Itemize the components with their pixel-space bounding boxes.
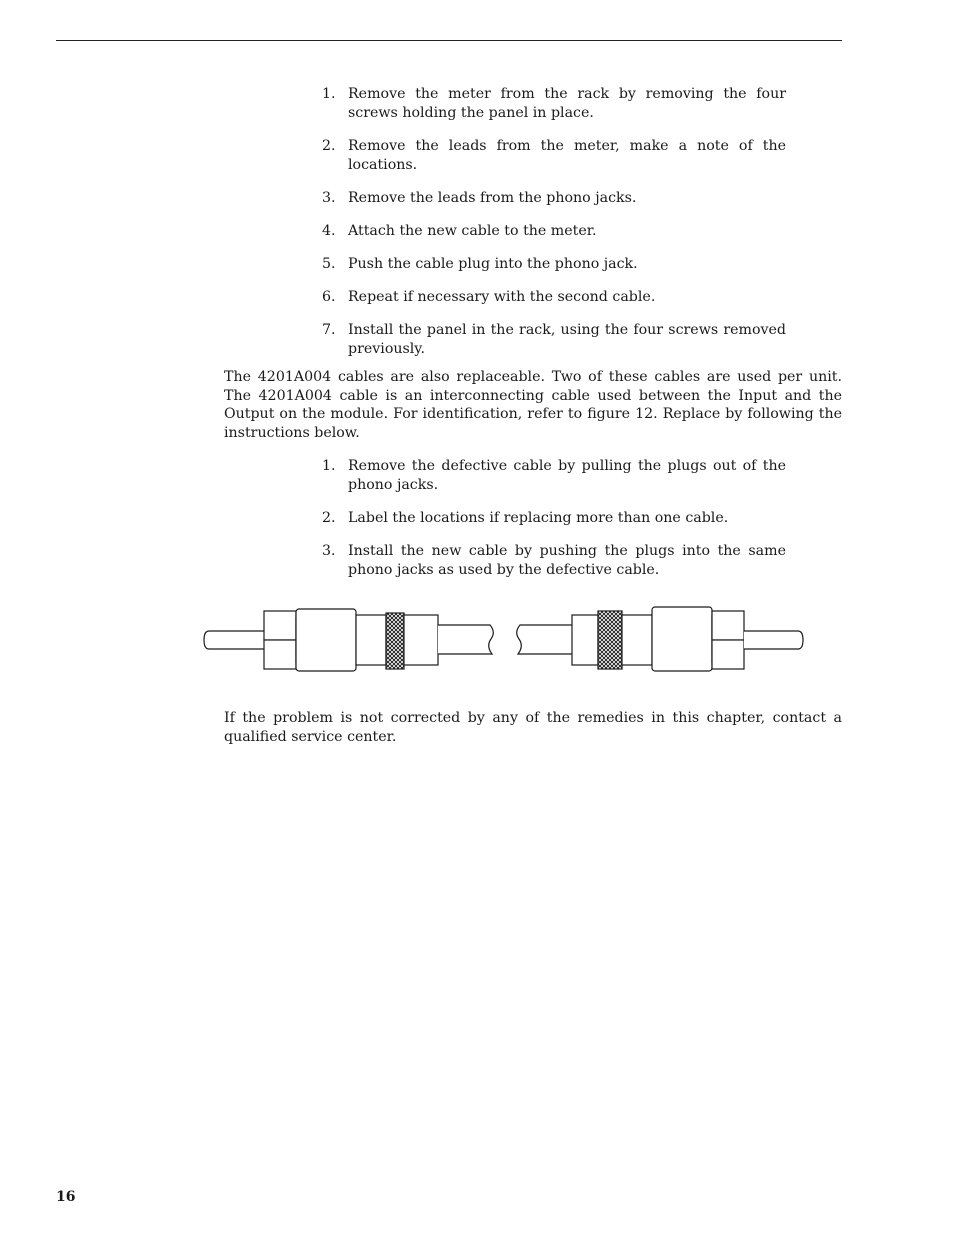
cable-steps-list — [322, 457, 786, 594]
list-item — [322, 542, 786, 580]
closing-paragraph: If the problem is not corrected by any of the remedies in this chapter, contact a qualified service center. — [224, 710, 842, 745]
step-number: 2. — [322, 510, 336, 526]
step-number: 1. — [322, 458, 336, 474]
list-item — [322, 457, 786, 495]
step-number: 7. — [322, 322, 336, 338]
step-text: Remove the meter from the rack by removing the four screws holding the panel in place. — [348, 86, 786, 121]
step-number: 4. — [322, 223, 336, 239]
step-text: Push the cable plug into the phono jack. — [348, 256, 638, 272]
step-text: Remove the defective cable by pulling the plugs out of the phono jacks. — [348, 458, 786, 493]
header-rule — [56, 40, 842, 41]
step-text: Attach the new cable to the meter. — [348, 223, 597, 239]
removal-steps-list — [322, 85, 786, 373]
step-text: Label the locations if replacing more than one cable. — [348, 510, 729, 526]
step-number: 6. — [322, 289, 336, 305]
list-item — [322, 137, 786, 175]
list-item — [322, 85, 786, 123]
step-text: Remove the leads from the phono jacks. — [348, 190, 637, 206]
list-item — [322, 321, 786, 359]
step-number: 3. — [322, 190, 336, 206]
step-number: 1. — [322, 86, 336, 102]
phono-cable-illustration-icon — [200, 602, 810, 676]
step-number: 5. — [322, 256, 336, 272]
step-number: 2. — [322, 138, 336, 154]
list-item — [322, 222, 786, 241]
list-item — [322, 189, 786, 208]
step-text: Install the new cable by pushing the plugs into the same phono jacks as used by the defective cable. — [348, 543, 786, 578]
step-text: Remove the leads from the meter, make a note of the locations. — [348, 138, 786, 173]
list-item — [322, 255, 786, 274]
step-text: Repeat if necessary with the second cable. — [348, 289, 656, 305]
step-text: Install the panel in the rack, using the four screws removed previously. — [348, 322, 786, 357]
page-number: 16 — [56, 1189, 76, 1205]
step-number: 3. — [322, 543, 336, 559]
list-item — [322, 288, 786, 307]
cable-replacement-paragraph: The 4201A004 cables are also replaceable. Two of these cables are used per unit. The 4201A004 cable is an interconnecting cable used between the Input and the Output on the module. For identification, refer to figure 12. Replace by following the instructions below. — [224, 369, 842, 441]
list-item — [322, 509, 786, 528]
